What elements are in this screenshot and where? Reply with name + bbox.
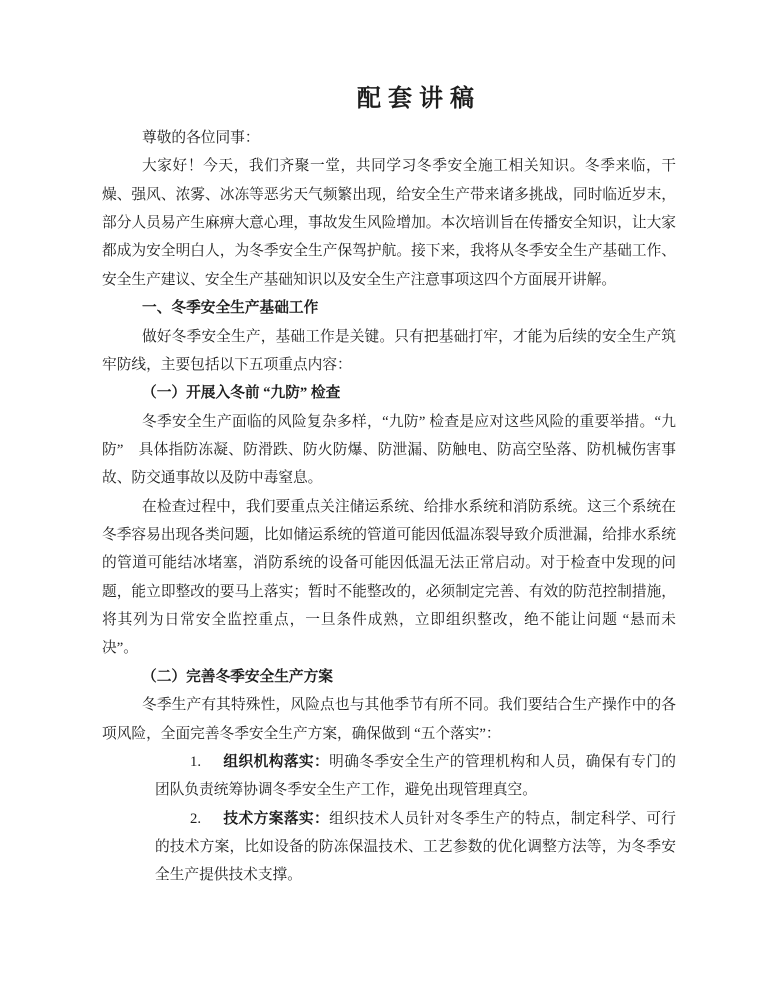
- list-item-number: 2.: [190, 810, 202, 827]
- list-item-2: [155, 805, 676, 890]
- paragraph-salutation: 尊敬的各位同事：: [142, 130, 260, 146]
- heading-subsection-1-1: （一）开展入冬前 “九防” 检查: [142, 385, 341, 402]
- list-item-1: [155, 748, 676, 805]
- list-item-number: 1.: [190, 753, 202, 770]
- list-item-label: 组织机构落实：: [223, 753, 330, 770]
- paragraph-inspection-focus: 在检查过程中，我们要重点关注储运系统、给排水系统和消防系统。这三个系统在冬季容易出现各类问题，比如储运系统的管道可能因低温冻裂导致介质泄漏，给排水系统的管道可能结冰堵塞，消防系统的设备可能因低温无法正常启动。对于检查中发现的问题，能立即整改的要马上落实；暂时不能整改的，必须制定完善、有效的防范控制措施，将其列为日常安全监控重点，一旦条件成熟，立即组织整改，绝不能让问题 “悬而未决”。: [102, 498, 676, 657]
- list-item-label: 技术方案落实：: [223, 810, 330, 827]
- paragraph-section-1-lead: 做好冬季安全生产，基础工作是关键。只有把基础打牢，才能为后续的安全生产筑牢防线，主要包括以下五项重点内容：: [102, 328, 676, 373]
- paragraph-five-implementations-lead: 冬季生产有其特殊性，风险点也与其他季节有所不同。我们要结合生产操作中的各项风险，全面完善冬季安全生产方案，确保做到 “五个落实”：: [102, 697, 676, 742]
- heading-subsection-1-2: （二）完善冬季安全生产方案: [142, 668, 333, 685]
- paragraph-intro: 大家好！今天，我们齐聚一堂，共同学习冬季安全施工相关知识。冬季来临，干燥、强风、浓雾、冰冻等恶劣天气频繁出现，给安全生产带来诸多挑战，同时临近岁末，部分人员易产生麻痹大意心理，事故发生风险增加。本次培训旨在传播安全知识，让大家都成为安全明白人，为冬季安全生产保驾护航。接下来，我将从冬季安全生产基础工作、安全生产建议、安全生产基础知识以及安全生产注意事项这四个方面展开讲解。: [102, 158, 676, 288]
- paragraph-nine-preventions: 冬季安全生产面临的风险复杂多样，“九防” 检查是应对这些风险的重要举措。“九防” 具体指防冻凝、防滑跌、防火防爆、防泄漏、防触电、防高空坠落、防机械伤害事故、防交通事故以及防中毒窒息。: [102, 413, 676, 487]
- list-item-text: 明确冬季安全生产的管理机构和人员，确保有专门的团队负责统筹协调冬季安全生产工作，避免出现管理真空。: [155, 753, 676, 799]
- document-title: 配套讲稿: [357, 86, 481, 112]
- list-item-text: 组织技术人员针对冬季生产的特点，制定科学、可行的技术方案，比如设备的防冻保温技术、工艺参数的优化调整方法等，为冬季安全生产提供技术支撑。: [155, 810, 676, 884]
- heading-section-1: 一、冬季安全生产基础工作: [142, 300, 319, 317]
